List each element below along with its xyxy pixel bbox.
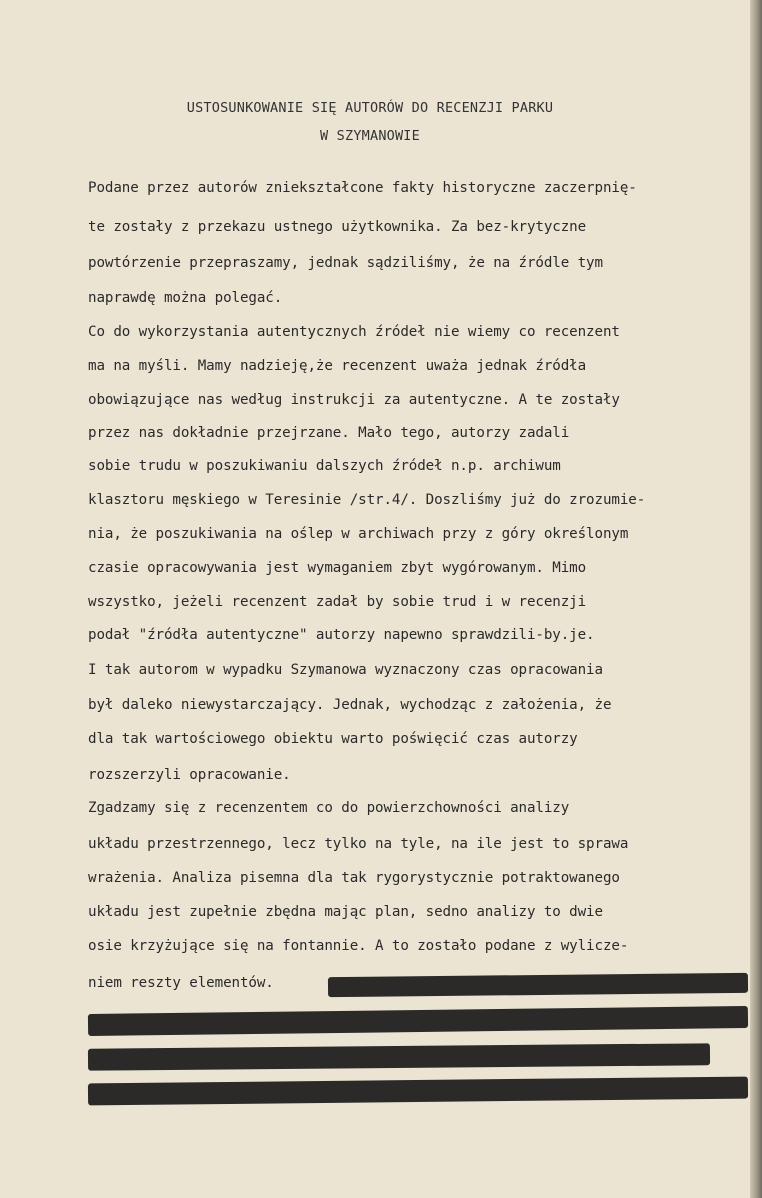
text-line: przez nas dokładnie przejrzane. Mało tego, autorzy zadali [88,425,570,441]
text-line: sobie trudu w poszukiwaniu dalszych źródeł n.p. archiwum [88,458,561,474]
text-line: podał "źródła autentyczne" autorzy napewno sprawdzili-by.je. [88,627,595,643]
text-line: te zostały z przekazu ustnego użytkownika. Za bez-krytyczne [88,219,587,235]
document-title: USTOSUNKOWANIE SIĘ AUTORÓW DO RECENZJI PARKU [186,100,554,116]
document-subtitle: W SZYMANOWIE [320,128,420,144]
text-line: Co do wykorzystania autentycznych źródeł nie wiemy co recenzent [88,324,620,340]
page-edge-shadow [750,0,762,1198]
text-line: wrażenia. Analiza pisemna dla tak rygorystycznie potraktowanego [88,870,620,886]
text-line: powtórzenie przepraszamy, jednak sądziliśmy, że na źródle tym [88,255,603,271]
text-line: ma na myśli. Mamy nadzieję,że recenzent uważa jednak źródła [88,358,587,374]
text-line: rozszerzyli opracowanie. [88,767,291,783]
text-line: niem reszty elementów. [88,975,274,991]
text-line: I tak autorom w wypadku Szymanowa wyznaczony czas opracowania [88,662,603,678]
text-line: czasie opracowywania jest wymaganiem zbyt wygórowanym. Mimo [88,560,587,576]
text-line: wszystko, jeżeli recenzent zadał by sobie trud i w recenzji [88,594,587,610]
redaction-bar [328,973,748,997]
text-line: Podane przez autorów zniekształcone fakty historyczne zaczerpnię- [88,180,637,196]
redaction-bar [88,1077,748,1106]
text-line: Zgadzamy się z recenzentem co do powierzchowności analizy [88,800,570,816]
text-line: klasztoru męskiego w Teresinie /str.4/. Doszliśmy już do zrozumie- [88,492,646,508]
text-line: osie krzyżujące się na fontannie. A to zostało podane z wylicze- [88,938,629,954]
text-line: układu przestrzennego, lecz tylko na tyle, na ile jest to sprawa [88,836,629,852]
redaction-bar [88,1043,710,1070]
text-line: obowiązujące nas według instrukcji za autentyczne. A te zostały [88,392,620,408]
text-line: był daleko niewystarczający. Jednak, wychodząc z założenia, że [88,697,612,713]
redaction-bar [88,1006,748,1036]
text-line: naprawdę można polegać. [88,290,283,306]
text-line: układu jest zupełnie zbędna mając plan, sedno analizy to dwie [88,904,603,920]
text-line: dla tak wartościowego obiektu warto poświęcić czas autorzy [88,731,578,747]
text-line: nia, że poszukiwania na oślep w archiwach przy z góry określonym [88,526,629,542]
